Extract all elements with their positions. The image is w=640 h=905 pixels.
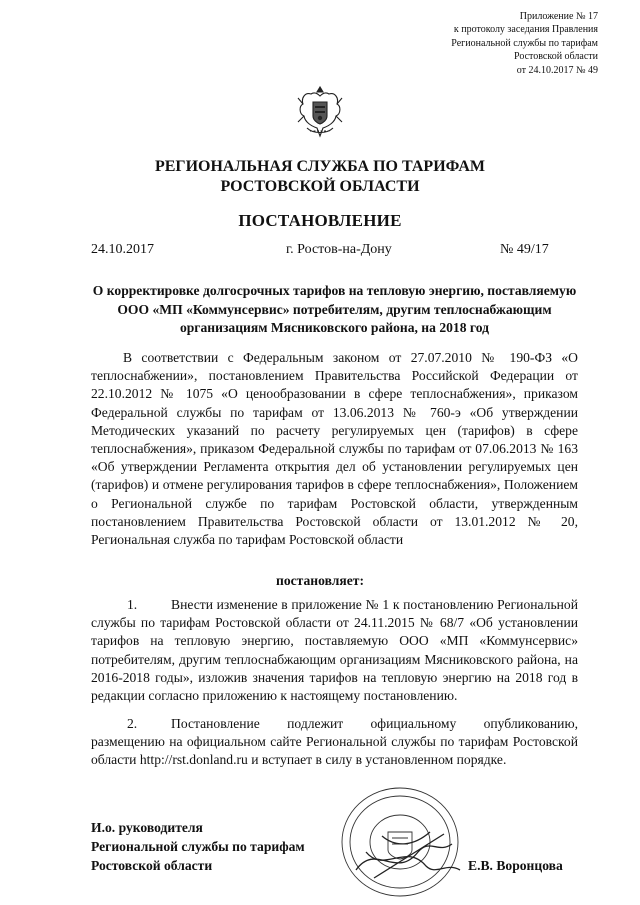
item-number: 2. bbox=[127, 716, 138, 731]
organization-name-line1: РЕГИОНАЛЬНАЯ СЛУЖБА ПО ТАРИФАМ bbox=[154, 158, 486, 175]
document-type-title: ПОСТАНОВЛЕНИЕ bbox=[238, 211, 402, 230]
signer-title bbox=[91, 818, 305, 875]
preamble-paragraph: В соответствии с Федеральным законом от 27.07.2010 № 190-ФЗ «О теплоснабжении», постановлением Правительства Российской Федерации от 22.10.2012 № 1075 «О ценообразовании в сфере теплоснабжения», приказом Федеральной службы по тарифам от 13.06.2013 № 760-э «Об утверждении Методических указаний по расчету регулируемых цен (тарифов) в сфере теплоснабжения», приказом Федеральной службы по тарифам от 07.06.2013 № 163 «Об утверждении Регламента открытия дел об установлении регулируемых цен (тарифов) и отмене регулирования тарифов в сфере теплоснабжения», Положением о Региональной службе по тарифам Ростовской области, утвержденным постановлением Правительства Ростовской области от 13.01.2012 № 20, Региональная служба по тарифам Ростовской области bbox=[91, 350, 578, 548]
resolution-item bbox=[91, 596, 578, 705]
signer-title-line: И.о. руководителя bbox=[91, 820, 203, 835]
appendix-note bbox=[451, 10, 598, 77]
resolves-heading: постановляет: bbox=[276, 573, 364, 588]
appendix-line: Приложение № 17 bbox=[519, 11, 598, 22]
signer-name: Е.В. Воронцова bbox=[468, 858, 563, 873]
document-number: № 49/17 bbox=[500, 242, 549, 257]
preamble-block bbox=[91, 349, 578, 549]
item-number: 1. bbox=[127, 597, 138, 612]
item-text: Постановление подлежит официальному опубликованию, размещению на официальном сайте Региональной службы по тарифам Ростовской области http://rst.donland.ru и вступает в силу в установленном порядке. bbox=[91, 716, 578, 768]
official-seal-icon bbox=[326, 782, 472, 900]
appendix-line: от 24.10.2017 № 49 bbox=[516, 64, 598, 76]
coat-of-arms-icon bbox=[295, 84, 345, 140]
document-city: г. Ростов-на-Дону bbox=[286, 242, 392, 257]
signer-title-line: Региональной службы по тарифам bbox=[91, 839, 305, 854]
signer-title-line: Ростовской области bbox=[91, 858, 213, 873]
document-date: 24.10.2017 bbox=[91, 242, 154, 257]
organization-name-line2: РОСТОВСКОЙ ОБЛАСТИ bbox=[220, 178, 420, 195]
item-text: Внести изменение в приложение № 1 к постановлению Региональной службы по тарифам Ростовской области от 24.11.2015 № 68/7 «Об установлении тарифов на тепловую энергию, поставляемую ООО «МП «Коммунсервис» потребителям, другим теплоснабжающим организациям Мясниковского района, на 2016-2018 годы», изложив значения тарифов на тепловую энергию на 2018 год в редакции согласно приложению к настоящему постановлению. bbox=[91, 597, 578, 704]
document-subject: О корректировке долгосрочных тарифов на тепловую энергию, поставляемую ООО «МП «Коммунсервис» потребителям, другим теплоснабжающим организациям Мясниковского района, на 2018 год bbox=[92, 283, 577, 335]
appendix-line: к протоколу заседания Правления bbox=[453, 24, 598, 36]
appendix-line: Региональной службы по тарифам bbox=[451, 37, 598, 49]
appendix-line: Ростовской области bbox=[514, 51, 598, 63]
resolution-item bbox=[91, 715, 578, 770]
